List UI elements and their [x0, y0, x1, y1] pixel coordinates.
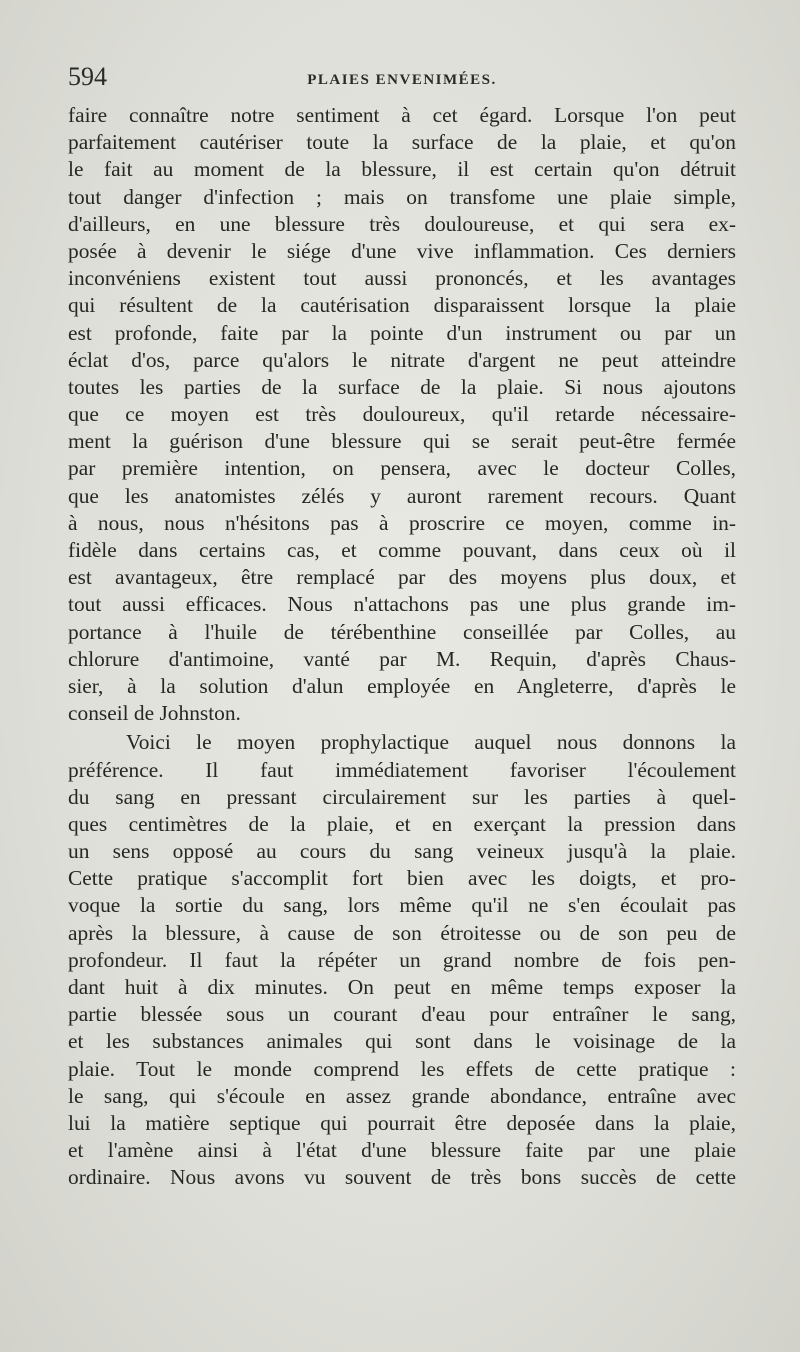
text-line: voque la sortie du sang, lors même qu'il ne s'en écoulait pas [68, 893, 736, 918]
text-line: que les anatomistes zélés y auront rarement recours. Quant [68, 483, 736, 508]
text-line: Cette pratique s'accomplit fort bien avec les doigts, et pro- [68, 866, 736, 891]
paragraph-2 [68, 729, 736, 1191]
text-line: portance à l'huile de térébenthine conseillée par Colles, au [68, 619, 736, 644]
text-line: ment la guérison d'une blessure qui se serait peut-être fermée [68, 429, 736, 454]
page-header [68, 62, 736, 92]
text-line: après la blessure, à cause de son étroitesse ou de son peu de [68, 920, 736, 945]
text-line: dant huit à dix minutes. On peut en même temps exposer la [68, 975, 736, 999]
text-line: par première intention, on pensera, avec le docteur Colles, [68, 456, 736, 481]
text-line: ques centimètres de la plaie, et en exerçant la pression dans [68, 811, 736, 836]
text-line: est profonde, faite par la pointe d'un instrument ou par un [68, 320, 736, 345]
text-line: toutes les parties de la surface de la plaie. Si nous ajoutons [68, 374, 736, 399]
text-line: à nous, nous n'hésitons pas à proscrire ce moyen, comme in- [68, 510, 736, 535]
text-line: chlorure d'antimoine, vanté par M. Requin, d'après Chaus- [68, 646, 736, 671]
text-line: et les substances animales qui sont dans le voisinage de la [68, 1029, 736, 1054]
paragraph-1 [68, 102, 736, 727]
text-line: le sang, qui s'écoule en assez grande abondance, entraîne avec [68, 1083, 736, 1108]
text-line: tout danger d'infection ; mais on transfome une plaie simple, [68, 184, 736, 209]
page-number: 594 [68, 62, 107, 91]
text-line: plaie. Tout le monde comprend les effets de cette pratique : [68, 1056, 736, 1081]
text-line: Voici le moyen prophylactique auquel nous donnons la [126, 730, 736, 755]
text-line: préférence. Il faut immédiatement favoriser l'écoulement [68, 757, 736, 782]
text-line: partie blessée sous un courant d'eau pour entraîner le sang, [68, 1002, 736, 1027]
body-text [68, 102, 736, 1192]
running-head: PLAIES ENVENIMÉES. [307, 72, 497, 88]
text-line: le fait au moment de la blessure, il est certain qu'on détruit [68, 157, 736, 182]
text-line: faire connaître notre sentiment à cet égard. Lorsque l'on peut [68, 103, 736, 127]
text-line: d'ailleurs, en une blessure très douloureuse, et qui sera ex- [68, 211, 736, 236]
text-line: qui résultent de la cautérisation disparaissent lorsque la plaie [68, 293, 736, 318]
text-line: et l'amène ainsi à l'état d'une blessure faite par une plaie [68, 1138, 736, 1163]
text-line: parfaitement cautériser toute la surface de la plaie, et qu'on [68, 130, 736, 155]
text-line: que ce moyen est très douloureux, qu'il retarde nécessaire- [68, 402, 736, 427]
text-line: éclat d'os, parce qu'alors le nitrate d'argent ne peut atteindre [68, 347, 736, 372]
text-line: tout aussi efficaces. Nous n'attachons pas une plus grande im- [68, 592, 736, 617]
text-line: conseil de Johnston. [68, 701, 241, 726]
text-line: sier, à la solution d'alun employée en Angleterre, d'après le [68, 673, 736, 698]
text-line: profondeur. Il faut la répéter un grand nombre de fois pen- [68, 947, 736, 972]
text-line: est avantageux, être remplacé par des moyens plus doux, et [68, 565, 736, 590]
text-line: fidèle dans certains cas, et comme pouvant, dans ceux où il [68, 538, 736, 562]
text-line: du sang en pressant circulairement sur les parties à quel- [68, 784, 736, 809]
text-line: inconvéniens existent tout aussi prononcés, et les avantages [68, 266, 736, 291]
text-line: lui la matière septique qui pourrait être deposée dans la plaie, [68, 1110, 736, 1135]
text-line: posée à devenir le siége d'une vive inflammation. Ces derniers [68, 238, 736, 263]
text-line: un sens opposé au cours du sang veineux jusqu'à la plaie. [68, 839, 736, 864]
text-line: ordinaire. Nous avons vu souvent de très bons succès de cette [68, 1165, 736, 1190]
